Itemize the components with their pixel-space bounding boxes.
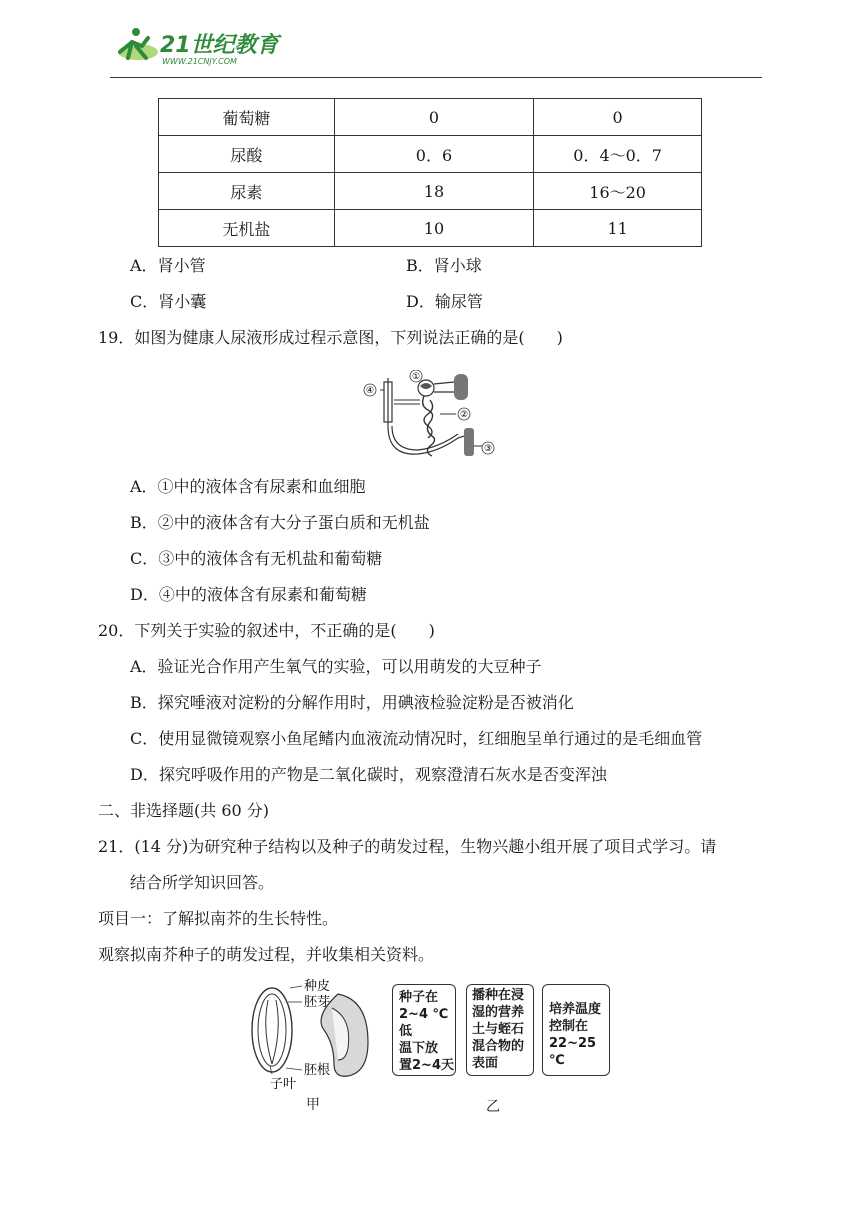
table-row (159, 173, 702, 210)
q18-option-c: C．肾小囊 (130, 292, 207, 311)
section-heading: 二、非选择题(共 60 分) (98, 801, 270, 820)
table-row (159, 210, 702, 247)
table-cell: 11 (534, 210, 702, 247)
label-3: ③ (483, 444, 493, 454)
logo-text: 21世纪教育 (160, 33, 279, 58)
q20-option-d: D．探究呼吸作用的产物是二氧化碳时，观察澄清石灰水是否变浑浊 (130, 765, 607, 784)
table-cell: 0．6 (334, 136, 534, 173)
process-box-3: 培养温度 控制在 22~25 ℃ (542, 984, 610, 1076)
q21-stem-line1: 21．(14 分)为研究种子结构以及种子的萌发过程，生物兴趣小组开展了项目式学习。请 (98, 837, 717, 856)
table-cell: 葡萄糖 (159, 99, 335, 136)
data-table (158, 98, 702, 247)
q20-option-b: B．探究唾液对淀粉的分解作用时，用碘液检验淀粉是否被消化 (130, 693, 574, 712)
process-box-1: 种子在 2~4 ℃低 温下放 置2~4天 (392, 984, 456, 1076)
q20-option-a: A．验证光合作用产生氧气的实验，可以用萌发的大豆种子 (130, 657, 542, 676)
table-cell: 尿酸 (159, 136, 335, 173)
label-seed-coat: 种皮 (304, 979, 331, 994)
table-cell: 18 (334, 173, 534, 210)
process-box-2: 播种在浸 湿的营养 土与蛭石 混合物的 表面 (466, 984, 534, 1076)
q21-observe: 观察拟南芥种子的萌发过程，并收集相关资料。 (98, 945, 435, 964)
figure-jia-caption: 甲 (306, 1097, 320, 1113)
q21-stem-line2: 结合所学知识回答。 (130, 873, 275, 892)
table-cell: 10 (334, 210, 534, 247)
table-cell: 0 (334, 99, 534, 136)
label-4: ④ (365, 386, 375, 396)
q19-option-c: C．③中的液体含有无机盐和葡萄糖 (130, 549, 383, 568)
label-plumule: 胚芽 (304, 995, 331, 1010)
table-cell: 0．4～0．7 (534, 136, 702, 173)
nephron-diagram (360, 370, 500, 464)
q19-option-d: D．④中的液体含有尿素和葡萄糖 (130, 585, 367, 604)
figure-yi-caption: 乙 (486, 1099, 500, 1115)
q18-option-b: B．肾小球 (406, 256, 482, 275)
label-2: ② (459, 410, 469, 420)
label-1: ① (411, 372, 421, 382)
seed-structure-diagram (240, 974, 390, 1098)
q20-stem: 20．下列关于实验的叙述中，不正确的是( ) (98, 621, 435, 640)
q19-option-b: B．②中的液体含有大分子蛋白质和无机盐 (130, 513, 430, 532)
table-cell: 0 (534, 99, 702, 136)
label-cotyledon: 子叶 (270, 1077, 297, 1092)
table-cell: 尿素 (159, 173, 335, 210)
logo-url: WWW.21CNJY.COM (162, 57, 237, 66)
q21-project1: 项目一：了解拟南芥的生长特性。 (98, 909, 339, 928)
table-cell: 16～20 (534, 173, 702, 210)
q18-option-d: D．输尿管 (406, 292, 483, 311)
runner-logo-icon (108, 22, 288, 70)
q19-stem: 19．如图为健康人尿液形成过程示意图，下列说法正确的是( ) (98, 328, 563, 347)
label-radicle: 胚根 (304, 1063, 331, 1078)
table-cell: 无机盐 (159, 210, 335, 247)
q18-option-a: A．肾小管 (130, 256, 206, 275)
q20-option-c: C．使用显微镜观察小鱼尾鳍内血液流动情况时，红细胞呈单行通过的是毛细血管 (130, 729, 703, 748)
header-logo (108, 22, 288, 70)
table-row (159, 136, 702, 173)
table-row (159, 99, 702, 136)
q19-option-a: A．①中的液体含有尿素和血细胞 (130, 477, 366, 496)
header-rule (110, 77, 762, 78)
